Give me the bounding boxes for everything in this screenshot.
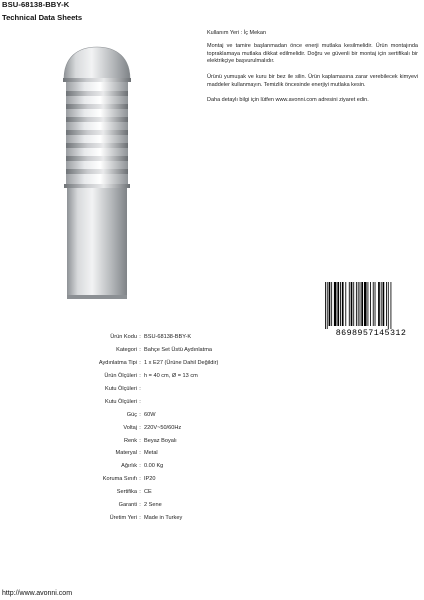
barcode-number: 8698957145312 [335, 328, 407, 337]
spec-separator: : [139, 463, 141, 470]
spec-separator: : [139, 334, 141, 341]
spec-label: Materyal [115, 450, 137, 457]
spec-label: Sertifika [116, 489, 137, 496]
spec-value: BSU-68138-BBY-K [144, 334, 192, 341]
spec-row [40, 331, 370, 344]
spec-separator: : [139, 450, 141, 457]
spec-separator: : [139, 373, 141, 380]
spec-label: Kutu Ölçüleri [104, 398, 137, 405]
spec-row [40, 486, 370, 499]
spec-separator: : [139, 476, 141, 483]
spec-value: CE [144, 489, 152, 496]
spec-value: 1 x E27 (Ürüne Dahil Değildir) [144, 360, 219, 367]
barcode [323, 282, 419, 337]
lamp-dome-rim [63, 78, 131, 82]
document-subtitle: Technical Data Sheets [2, 13, 83, 22]
lamp-dome [64, 47, 130, 79]
spec-row [40, 511, 370, 524]
spec-row [40, 370, 370, 383]
spec-separator: : [139, 502, 141, 509]
spec-row [40, 395, 370, 408]
barcode-bars [325, 282, 391, 329]
spec-row [40, 447, 370, 460]
spec-value: Metal [144, 450, 158, 457]
spec-separator: : [139, 489, 141, 496]
spec-value: Made in Turkey [144, 514, 183, 521]
spec-separator: : [139, 398, 141, 405]
spec-label: Koruma Sınıfı [102, 476, 137, 483]
spec-label: Garanti [118, 502, 137, 509]
spec-separator: : [139, 424, 141, 431]
spec-label: Renk [123, 437, 137, 444]
footer-url: http://www.avonni.com [2, 590, 73, 597]
spec-label: Ürün Kodu [110, 334, 137, 341]
care-instructions: Ürünü yumuşak ve kuru bir bez ile silin. Ürün kaplamasına zarar verebilecek kimyevi maddeler kullanmayın. Temizlik öncesinde enerjiyi mutlaka kesin. [207, 74, 418, 88]
usage-location: Kullanım Yeri : İç Mekan [207, 30, 267, 36]
spec-value: 0.00 Kg [144, 463, 164, 470]
spec-label: Üretim Yeri [109, 514, 137, 521]
product-photo [62, 45, 132, 301]
lamp-collar [64, 184, 130, 188]
spec-label: Aydınlatma Tipi [98, 360, 137, 367]
spec-value: IP20 [144, 476, 156, 483]
spec-label: Kutu Ölçüleri [104, 386, 137, 392]
spec-separator: : [139, 386, 141, 392]
spec-label: Ürün Ölçüleri [104, 373, 137, 380]
spec-label: Kategori [116, 347, 137, 354]
spec-separator: : [139, 514, 141, 521]
spec-value: 60W [144, 411, 156, 418]
spec-row [40, 383, 370, 396]
lamp-base [67, 295, 127, 299]
spec-separator: : [139, 411, 141, 418]
more-info: Daha detaylı bilgi için lütfen www.avonni.com adresini ziyaret edin. [207, 97, 369, 104]
spec-separator: : [139, 437, 141, 444]
spec-separator: : [139, 347, 141, 354]
spec-value: 220V~50/60Hz [144, 424, 182, 431]
spec-row [40, 473, 370, 486]
spec-value: 2 Sene [144, 502, 162, 509]
spec-label: Voltaj [123, 424, 137, 431]
spec-row [40, 357, 370, 370]
spec-row [40, 421, 370, 434]
spec-label: Güç [126, 411, 137, 418]
document-header [2, 0, 82, 23]
installation-warning: Montaj ve tamire başlanmadan önce enerji mutlaka kesilmelidir. Ürün montajında topraklamaya mutlaka dikkat edilmelidir. Doğru ve güvenli bir montaj için sertifikalı bir elektrikçiye başvurulmalıdır. [207, 43, 418, 65]
spec-table [40, 331, 370, 524]
spec-row [40, 460, 370, 473]
spec-row [40, 499, 370, 512]
spec-row [40, 408, 370, 421]
spec-label: Ağırlık [121, 463, 137, 470]
spec-value: Bahçe Set Üstü Aydınlatma [144, 347, 212, 354]
spec-row [40, 344, 370, 357]
spec-separator: : [139, 360, 141, 367]
spec-row [40, 434, 370, 447]
spec-value: h = 40 cm, Ø = 13 cm [144, 373, 198, 380]
product-code-title: BSU-68138-BBY-K [2, 0, 70, 9]
usage-notes [207, 30, 418, 113]
lamp-post [67, 188, 127, 297]
spec-value: Beyaz Boyalı [144, 437, 177, 444]
